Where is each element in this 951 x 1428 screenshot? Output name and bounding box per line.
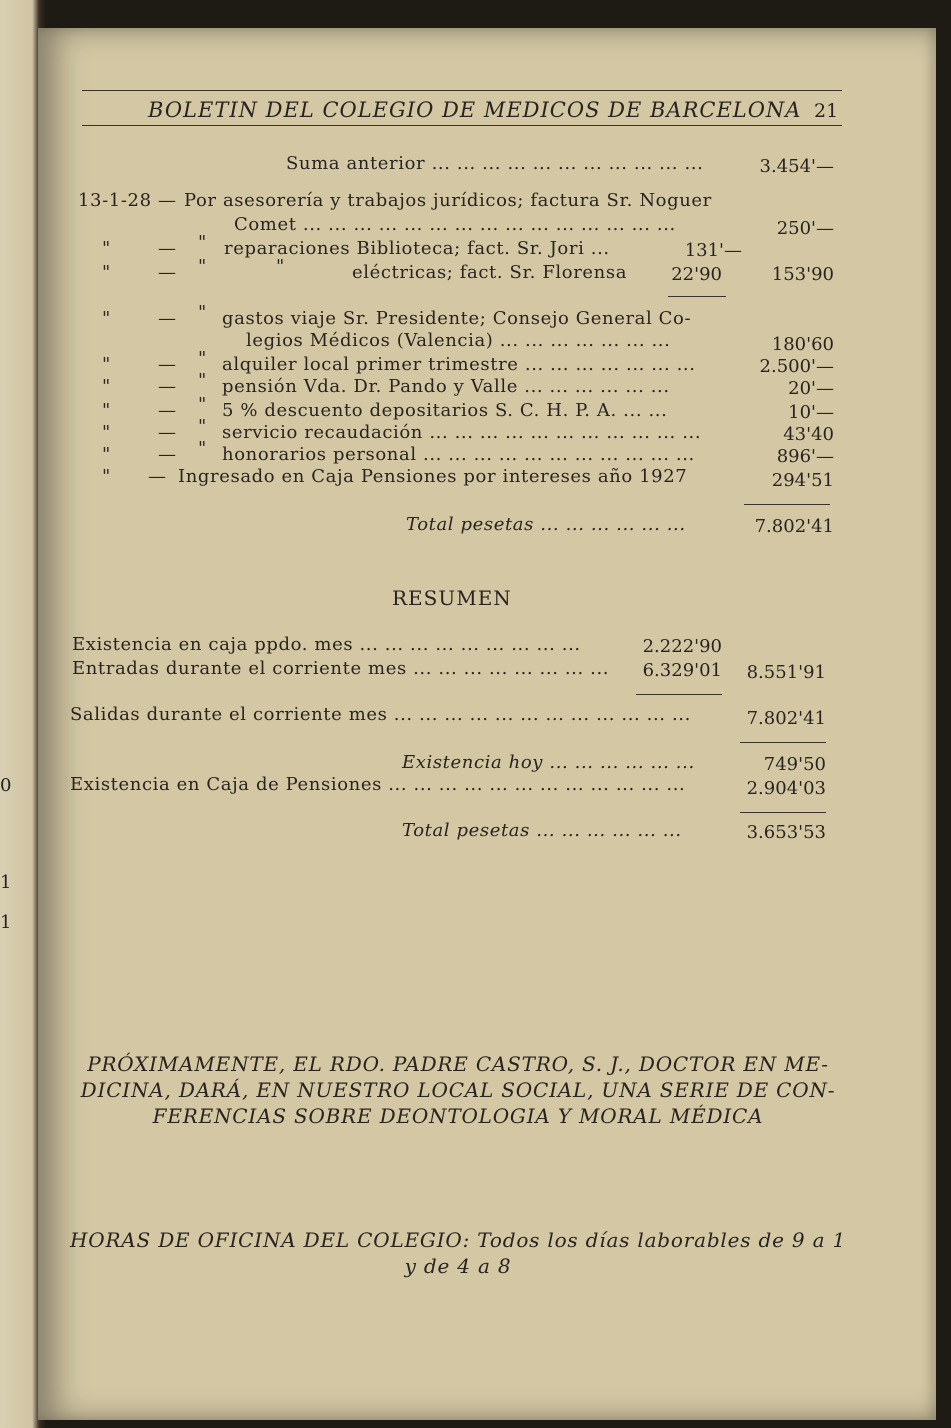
ditto-mark: " [102,444,111,465]
margin-mark: 1 [0,912,12,933]
ditto-mark: " [198,438,207,459]
ditto-mark: " [102,422,111,443]
entry-value: 250'— [776,218,834,239]
entry-text: 5 % descuento depositarios S. C. H. P. A. ... ... [222,400,668,421]
office-hours-line: HORAS DE OFICINA DEL COLEGIO: Todos los días laborables de 9 a 1 [70,1228,846,1252]
entry-value: 896'— [776,446,834,467]
ditto-mark: " [102,238,111,259]
entry-text: honorarios personal ... ... ... ... ... ... ... ... ... ... ... [222,444,695,465]
entry-text: servicio recaudación ... ... ... ... ... ... ... ... ... ... ... [222,422,702,443]
header-rule-top [82,90,842,91]
ditto-mark: " [102,466,111,487]
entry-text: legios Médicos (Valencia) ... ... ... ... ... ... ... [246,330,671,351]
existencia-hoy-value: 749'50 [763,754,826,775]
resumen-total-value: 3.653'53 [746,822,826,843]
section-title: RESUMEN [392,586,512,610]
ledger-total-label: Total pesetas ... ... ... ... ... ... [406,514,686,535]
running-header: BOLETIN DEL COLEGIO DE MEDICOS DE BARCELONA [148,98,802,122]
caja-pensiones-value: 2.904'03 [746,778,826,799]
margin-mark: 1 [0,872,12,893]
entry-value: 153'90 [771,264,834,285]
suma-anterior-label: Suma anterior ... ... ... ... ... ... ... ... ... ... ... [286,153,704,174]
ditto-mark: " [102,262,111,283]
entry-dash: — [158,354,177,375]
ditto-mark: " [102,400,111,421]
salidas-value: 7.802'41 [746,708,826,729]
entry-text: eléctricas; fact. Sr. Florensa [352,262,628,283]
office-hours-line: y de 4 a 8 [404,1254,512,1278]
ditto-mark: " [198,416,207,437]
entry-value: 10'— [788,402,834,423]
header-rule-bottom [82,125,842,126]
entry-dash: — [158,262,177,283]
notice-line: DICINA, DARÁ, EN NUESTRO LOCAL SOCIAL, UNA SERIE DE CON- [80,1078,836,1102]
entry-text: gastos viaje Sr. Presidente; Consejo General Co- [222,308,692,329]
subtotal-rule [636,694,722,695]
total-rule [740,812,826,813]
notice-line: FERENCIAS SOBRE DEONTOLOGIA Y MORAL MÉDICA [152,1104,764,1128]
entry-value: 43'40 [783,424,834,445]
entry-text: pensión Vda. Dr. Pando y Valle ... ... ... ... ... ... [222,376,670,397]
entry-dash: — [158,444,177,465]
ditto-mark: " [198,302,207,323]
entry-dash: — [148,466,167,487]
margin-mark: 0 [0,775,12,796]
entry-text: Comet ... ... ... ... ... ... ... ... ... ... ... ... ... ... ... [234,214,676,235]
entry-value: 180'60 [771,334,834,355]
entry-date: 13-1-28 [78,190,152,211]
entry-text: Ingresado en Caja Pensiones por intereses año 1927 [178,466,688,487]
entradas-label: Entradas durante el corriente mes ... ... ... ... ... ... ... ... [72,658,610,679]
ditto-mark: " [198,370,207,391]
entry-value: 2.500'— [759,356,834,377]
resumen-total-label: Total pesetas ... ... ... ... ... ... [402,820,682,841]
entry-subvalue: 131'— [684,240,742,261]
ditto-mark: " [198,394,207,415]
ditto-mark: " [198,256,207,277]
entry-dash: — [158,238,177,259]
ditto-mark: " [198,232,207,253]
entradas-value: 6.329'01 [642,660,722,681]
ditto-mark: " [102,308,111,329]
notice-line: PRÓXIMAMENTE, EL RDO. PADRE CASTRO, S. J., DOCTOR EN ME- [87,1052,829,1076]
entry-dash: — [158,400,177,421]
entry-dash: — [158,376,177,397]
ditto-mark: " [276,256,285,277]
suma-anterior-value: 3.454'— [759,156,834,177]
existencia-value: 2.222'90 [642,636,722,657]
entry-text: reparaciones Biblioteca; fact. Sr. Jori ... [224,238,610,259]
salidas-label: Salidas durante el corriente mes ... ... ... ... ... ... ... ... ... ... ... ... [70,704,691,725]
caja-pensiones-label: Existencia en Caja de Pensiones ... ... ... ... ... ... ... ... ... ... ... ... [70,774,686,795]
existencia-hoy-label: Existencia hoy ... ... ... ... ... ... [402,752,695,773]
entry-dash: — [158,190,177,211]
entry-value: 294'51 [771,470,834,491]
entry-text: Por asesorería y trabajos jurídicos; factura Sr. Noguer [184,190,712,211]
subtotal-rule [740,742,826,743]
ditto-mark: " [102,354,111,375]
ditto-mark: " [102,376,111,397]
entradas-total: 8.551'91 [746,662,826,683]
entry-value: 20'— [788,378,834,399]
ditto-mark: " [198,348,207,369]
existencia-label: Existencia en caja ppdo. mes ... ... ... ... ... ... ... ... ... [72,634,581,655]
subtotal-rule [668,296,726,297]
entry-dash: — [158,422,177,443]
ledger-total-value: 7.802'41 [754,516,834,537]
entry-dash: — [158,308,177,329]
page-number: 21 [814,100,839,122]
entry-subvalue: 22'90 [671,264,722,285]
total-rule [744,504,830,505]
document-page [38,28,936,1420]
entry-text: alquiler local primer trimestre ... ... ... ... ... ... ... [222,354,696,375]
